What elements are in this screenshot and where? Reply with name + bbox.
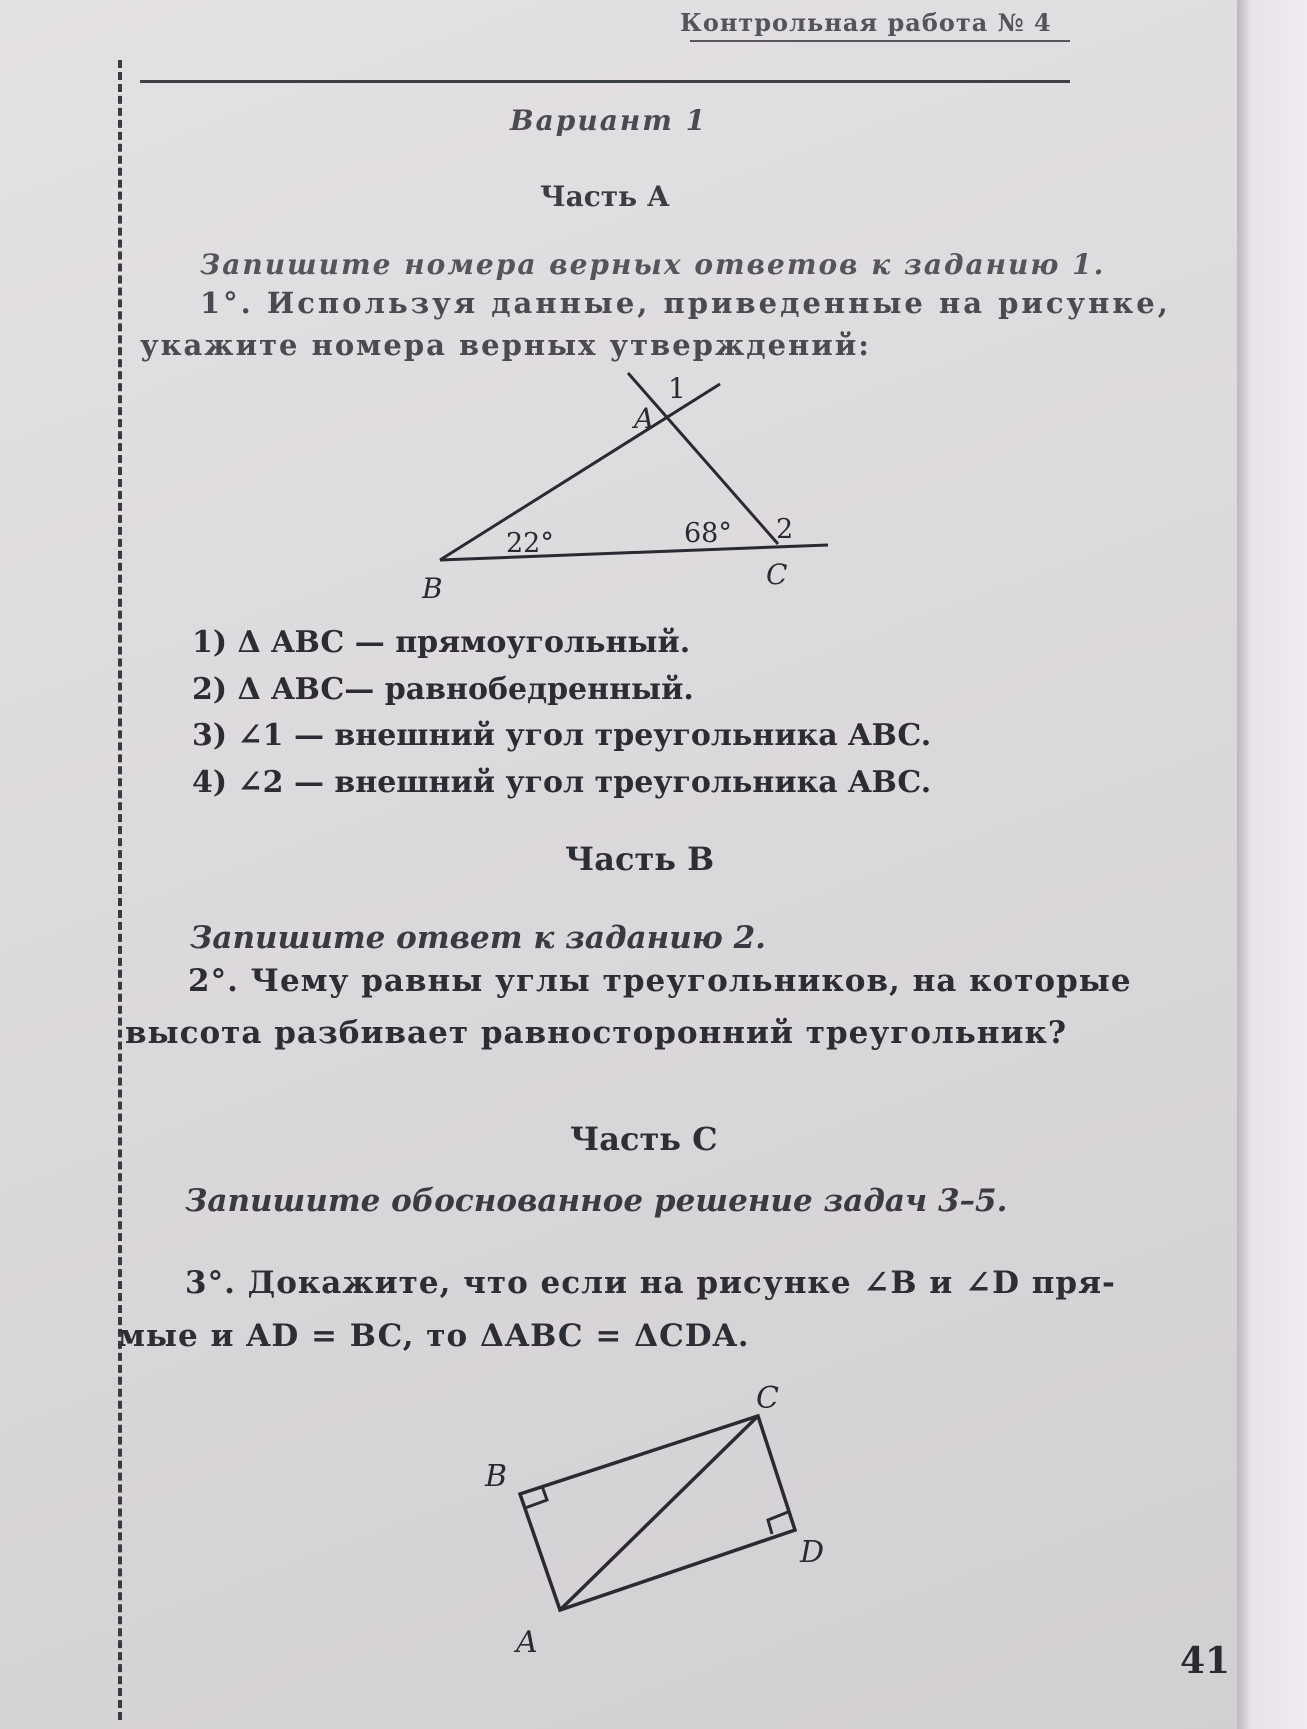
task1-line1: 1°. Используя данные, приведенные на рисунке, [200, 286, 1171, 320]
fig3-label-c: C [756, 1381, 779, 1416]
task2-line1: 2°. Чему равны углы треугольников, на которые [188, 963, 1132, 999]
fig3-label-a: A [516, 1625, 538, 1660]
running-title: Контрольная работа № 4 [680, 8, 1052, 37]
label-angle-1: 1 [668, 372, 686, 405]
part-a-heading: Часть А [540, 180, 670, 213]
task3-line2: мые и AD = BC, то ΔABC = ΔCDA. [118, 1318, 750, 1354]
option-1: 1) Δ ABC — прямоугольный. [192, 625, 691, 660]
label-angle-b-value: 22° [506, 528, 554, 559]
task1-line2: укажите номера верных утверждений: [140, 328, 871, 362]
part-c-instruction: Запишите обоснованное решение задач 3–5. [185, 1183, 1008, 1219]
variant-title: Вариант 1 [510, 104, 708, 137]
label-angle-c-value: 68° [684, 518, 732, 549]
part-a-instruction: Запишите номера верных ответов к заданию 1. [200, 248, 1106, 281]
fig3-label-d: D [800, 1535, 825, 1570]
label-c: C [766, 558, 788, 591]
option-4: 4) ∠2 — внешний угол треугольника ABC. [192, 765, 932, 800]
task2-line2: высота разбивает равносторонний треугольник? [125, 1015, 1068, 1051]
part-b-instruction: Запишите ответ к заданию 2. [190, 920, 766, 956]
label-angle-2: 2 [776, 514, 794, 545]
part-c-heading: Часть С [570, 1120, 718, 1158]
diagonal-ac [560, 1416, 758, 1610]
task3-line1: 3°. Докажите, что если на рисунке ∠B и ∠D пря- [185, 1265, 1116, 1301]
right-angle-mark-d [768, 1512, 788, 1534]
part-b-heading: Часть В [565, 840, 715, 878]
option-2: 2) Δ ABC— равнобедренный. [192, 672, 694, 707]
label-b: B [422, 572, 443, 605]
page-number: 41 [1180, 1640, 1231, 1682]
line-ba [440, 384, 720, 560]
option-3: 3) ∠1 — внешний угол треугольника ABC. [192, 718, 932, 753]
fig3-label-b: B [485, 1459, 508, 1494]
label-a: A [634, 402, 655, 435]
